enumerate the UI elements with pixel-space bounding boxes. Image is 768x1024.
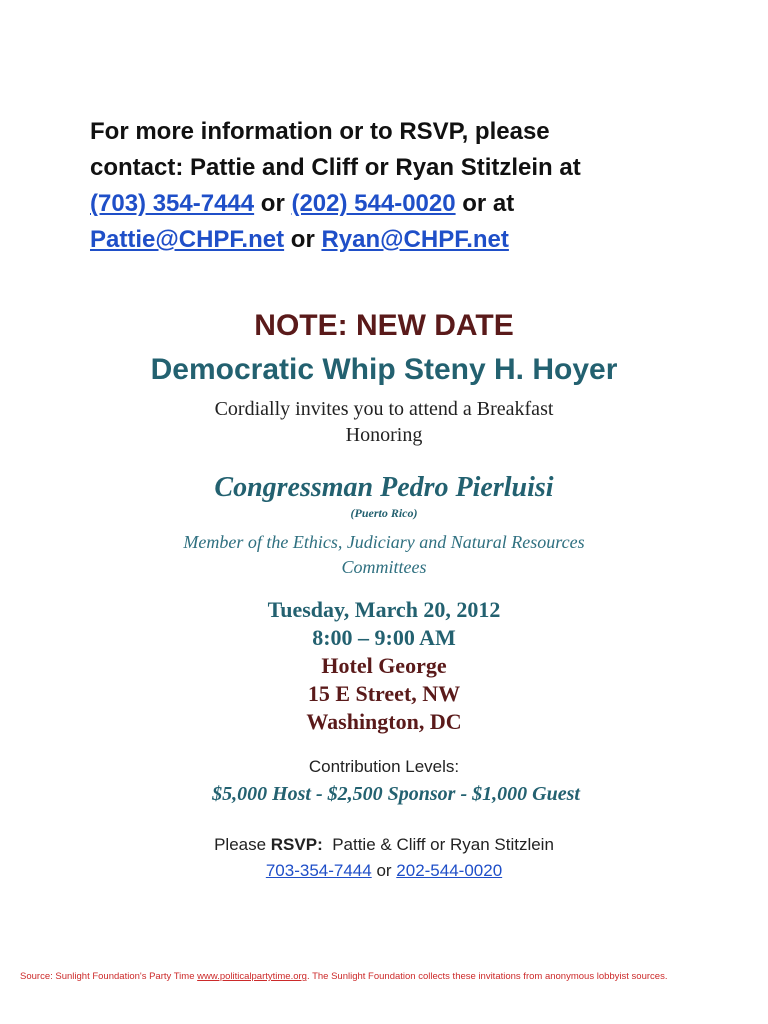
rsvp-prefix: Please bbox=[214, 835, 271, 854]
rsvp-phone-link-202[interactable]: 202-544-0020 bbox=[396, 861, 503, 880]
phone-link-703[interactable]: (703) 354-7444 bbox=[90, 190, 255, 217]
rsvp-label: RSVP: bbox=[270, 835, 323, 854]
invite-line-2: Honoring bbox=[345, 424, 423, 446]
contact-line-2: contact: Pattie and Cliff or Ryan Stitzlein at bbox=[90, 154, 581, 181]
host-name: Democratic Whip Steny H. Hoyer bbox=[150, 353, 618, 386]
venue-name: Hotel George bbox=[321, 653, 447, 678]
or-at-text: or at bbox=[455, 190, 515, 217]
contact-info bbox=[90, 114, 730, 258]
new-date-note: NOTE: NEW DATE bbox=[254, 309, 514, 342]
source-suffix: . The Sunlight Foundation collects these invitations from anonymous lobbyist sources. bbox=[306, 971, 668, 982]
honoree-name: Congressman Pedro Pierluisi bbox=[214, 472, 554, 503]
committee-membership bbox=[0, 530, 768, 580]
invite-line-1: Cordially invites you to attend a Breakfast bbox=[214, 398, 554, 420]
contribution-levels: $5,000 Host - $2,500 Sponsor - $1,000 Guest bbox=[212, 783, 580, 805]
contribution-label: Contribution Levels: bbox=[308, 757, 460, 776]
venue-street: 15 E Street, NW bbox=[307, 681, 461, 706]
source-footer bbox=[20, 970, 760, 984]
rsvp-block bbox=[0, 832, 768, 884]
phone-link-202[interactable]: (202) 544-0020 bbox=[291, 190, 456, 217]
committee-line-2: Committees bbox=[341, 557, 427, 577]
contact-line-4 bbox=[90, 222, 730, 258]
rsvp-line-2 bbox=[0, 858, 768, 884]
source-link[interactable]: www.politicalpartytime.org bbox=[197, 971, 307, 982]
rsvp-line-1 bbox=[0, 832, 768, 858]
contact-line-3 bbox=[90, 186, 730, 222]
honoree-region: (Puerto Rico) bbox=[350, 506, 418, 520]
event-venue bbox=[0, 652, 768, 736]
event-date: Tuesday, March 20, 2012 bbox=[267, 597, 501, 622]
event-time: 8:00 – 9:00 AM bbox=[312, 625, 456, 650]
rsvp-names: Pattie & Cliff or Ryan Stitzlein bbox=[322, 835, 554, 854]
email-link-pattie[interactable]: Pattie@CHPF.net bbox=[90, 226, 285, 253]
or-text: or bbox=[254, 190, 292, 217]
email-link-ryan[interactable]: Ryan@CHPF.net bbox=[321, 226, 509, 253]
source-prefix: Source: Sunlight Foundation's Party Time bbox=[20, 971, 198, 982]
or-text: or bbox=[284, 226, 322, 253]
committee-line-1: Member of the Ethics, Judiciary and Natural Resources bbox=[183, 532, 585, 552]
venue-city: Washington, DC bbox=[306, 709, 462, 734]
event-datetime bbox=[0, 596, 768, 652]
invite-text bbox=[0, 396, 768, 448]
rsvp-phone-link-703[interactable]: 703-354-7444 bbox=[265, 861, 372, 880]
or-text: or bbox=[371, 861, 397, 880]
contact-line-1: For more information or to RSVP, please bbox=[90, 118, 550, 145]
